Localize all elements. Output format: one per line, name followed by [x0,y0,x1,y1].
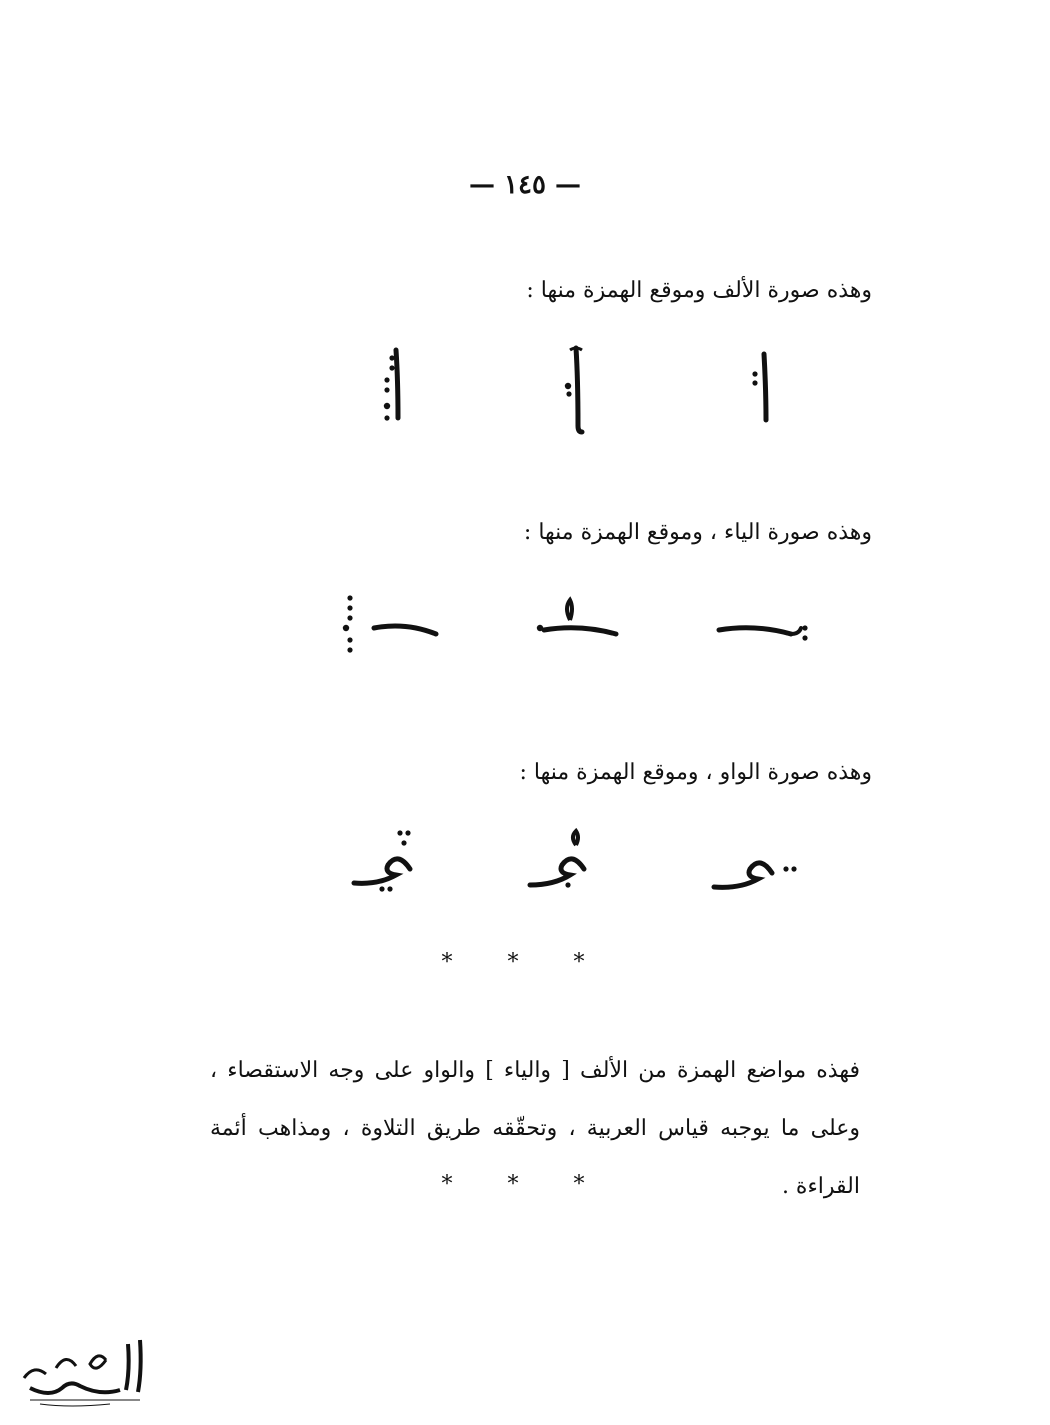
ya-hamza-middle-glyph [500,578,620,688]
waw-hamza-middle-glyph [520,815,640,925]
section-heading-alif: وهذه صورة الألف وموقع الهمزة منها : [526,278,872,303]
ya-hamza-left-glyph [320,578,440,688]
waw-hamza-right-glyph [700,815,820,925]
alif-hamza-bottom-glyph [340,340,460,450]
alif-hamza-middle-glyph [510,340,630,450]
waw-hamza-top-glyph [340,815,460,925]
section-heading-waw: وهذه صورة الواو ، وموقع الهمزة منها : [519,760,872,785]
section-separator-bottom: * * * [441,1172,609,1197]
page-number: — ١٤٥ — [468,170,582,200]
library-seal-stamp [10,1330,160,1410]
section-separator: * * * [441,950,609,975]
section-heading-ya: وهذه صورة الياء ، وموقع الهمزة منها : [523,520,872,545]
alif-hamza-top-glyph [700,340,820,450]
closing-paragraph: فهذه مواضع الهمزة من الألف [ والياء ] والواو على وجه الاستقصاء ، وعلى ما يوجبه قياس العربية ، وتحقّقه طريق التلاوة ، ومذاهب أئمة القراءة . [210,1058,860,1199]
ya-hamza-right-glyph [695,578,815,688]
